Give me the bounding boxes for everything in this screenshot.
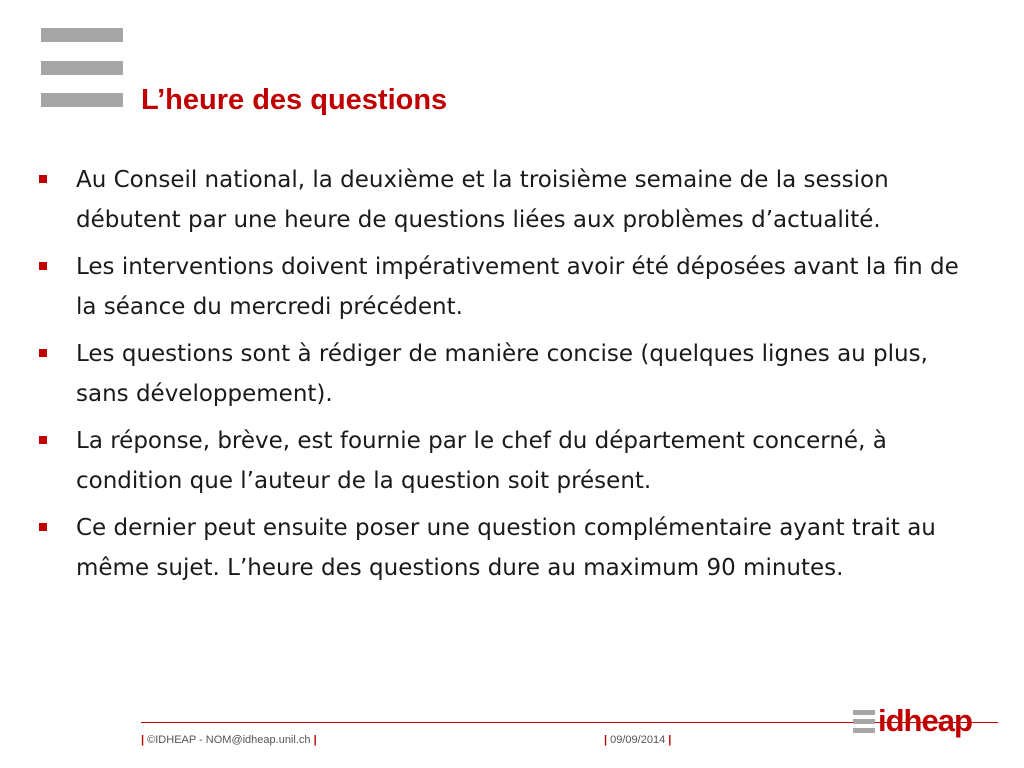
slide-title: L’heure des questions <box>141 84 448 116</box>
bullet-list <box>0 160 1000 595</box>
footer-date-text: 09/09/2014 <box>610 734 666 746</box>
bullet-text: Ce dernier peut ensuite poser une question complémentaire ayant trait au même sujet. L’heure des questions dure au maximum 90 minutes. <box>76 515 936 581</box>
square-bullet-icon <box>39 436 47 444</box>
bullet-text: La réponse, brève, est fournie par le chef du département concerné, à condition que l’auteur de la question soit présent. <box>76 428 887 494</box>
square-bullet-icon <box>39 262 47 270</box>
footer-copyright-text: ©IDHEAP - NOM@idheap.unil.ch <box>147 734 311 746</box>
idheap-logo-icon <box>853 703 978 743</box>
brand-wordmark: idheap <box>878 703 972 738</box>
footer-date <box>604 734 671 746</box>
bullet-item <box>0 421 1000 501</box>
bullet-item <box>0 334 1000 414</box>
bullet-text: Au Conseil national, la deuxième et la troisième semaine de la session débutent par une heure de questions liées aux problèmes d’actualité. <box>76 167 889 233</box>
logo-bar-top <box>41 28 123 42</box>
square-bullet-icon <box>39 175 47 183</box>
footer-separator: | <box>141 734 145 746</box>
footer-copyright <box>141 734 317 746</box>
brand-bars-icon <box>853 710 875 737</box>
square-bullet-icon <box>39 349 47 357</box>
footer-separator: | <box>604 734 608 746</box>
footer-separator: | <box>313 734 317 746</box>
bullet-item <box>0 160 1000 240</box>
footer-separator: | <box>668 734 672 746</box>
bullet-text: Les interventions doivent impérativement avoir été déposées avant la fin de la séance du mercredi précédent. <box>76 254 959 320</box>
square-bullet-icon <box>39 523 47 531</box>
bullet-item <box>0 247 1000 327</box>
logo-bar-bottom <box>41 93 123 107</box>
bullet-item <box>0 508 1000 588</box>
bullet-text: Les questions sont à rédiger de manière concise (quelques lignes au plus, sans développement). <box>76 341 928 407</box>
logo-bar-middle <box>41 61 123 75</box>
